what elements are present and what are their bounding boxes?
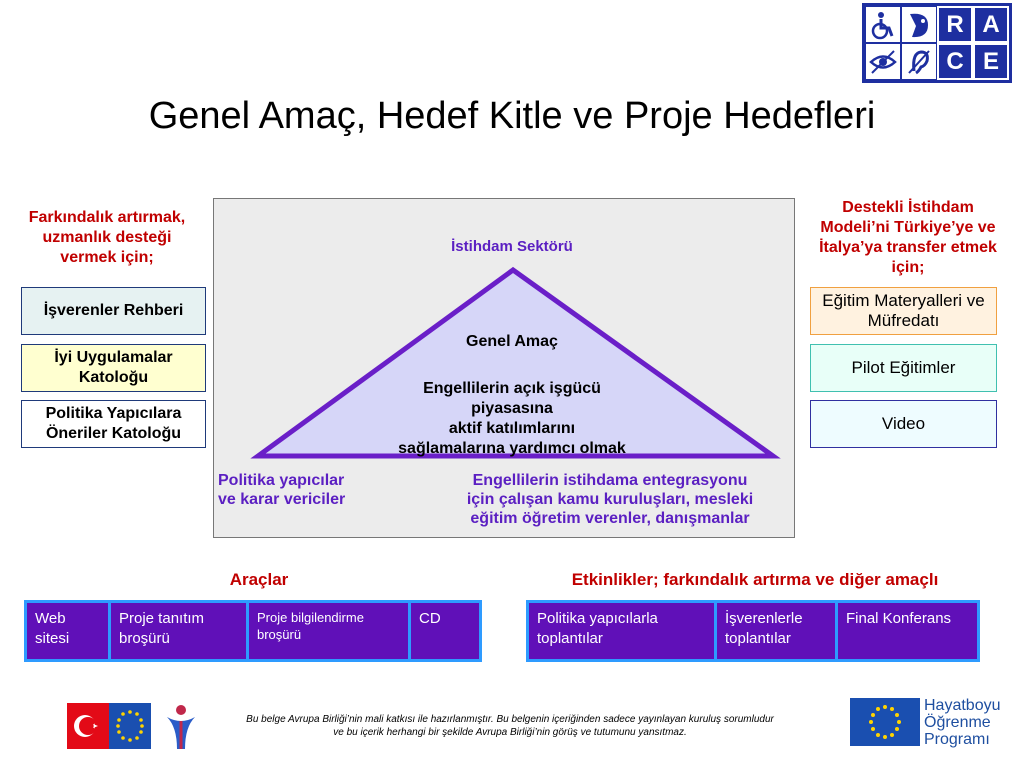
tools-heading: Araçlar xyxy=(229,570,289,589)
lifelong-learning-logo xyxy=(924,697,1001,748)
activities-row xyxy=(526,600,980,662)
turkey-eu-flag-icon xyxy=(67,703,151,749)
logo-letter-r: R xyxy=(937,6,973,43)
eu-flag-icon xyxy=(850,698,920,746)
video-box: Video xyxy=(810,400,997,448)
left-heading-line: uzmanlık desteği xyxy=(42,229,172,246)
institutions-label xyxy=(430,471,790,528)
logo-letter-c: C xyxy=(937,43,973,80)
right-heading-line: için; xyxy=(891,259,925,276)
left-heading-line: vermek için; xyxy=(60,249,154,266)
ear-icon xyxy=(901,43,937,80)
good-practices-box: İyi Uygulamalar Katoloğu xyxy=(21,344,206,392)
right-heading-line: Modeli’ni Türkiye’ye ve xyxy=(820,219,996,236)
institutions-line: eğitim öğretim verenler, danışmanlar xyxy=(470,510,750,527)
tool-info-brochure: Proje bilgilendirme broşürü xyxy=(249,603,411,659)
goal-heading: Genel Amaç xyxy=(466,333,558,350)
logo-letter-a: A xyxy=(973,6,1009,43)
goal-text-line: piyasasına xyxy=(471,400,553,417)
tool-website: Web sitesi xyxy=(27,603,111,659)
policy-makers-label xyxy=(218,471,388,509)
sector-label: İstihdam Sektörü xyxy=(451,238,573,255)
left-heading-line: Farkındalık artırmak, xyxy=(28,209,186,226)
wheelchair-icon xyxy=(865,6,901,43)
left-heading xyxy=(4,208,210,268)
right-heading-line: Destekli İstihdam xyxy=(842,199,974,216)
pilot-trainings-box: Pilot Eğitimler xyxy=(810,344,997,392)
activity-policy-meetings: Politika yapıcılarla toplantılar xyxy=(529,603,717,659)
tool-cd: CD xyxy=(419,610,441,627)
institutions-line: için çalışan kamu kuruluşları, mesleki xyxy=(466,491,754,508)
goal-text-line: aktif katılımlarını xyxy=(448,420,576,437)
right-heading-line: İtalya’ya transfer etmek xyxy=(819,239,997,256)
goal-text xyxy=(350,379,674,459)
right-heading xyxy=(795,198,1021,278)
race-logo xyxy=(862,3,1012,83)
tools-row xyxy=(24,600,482,662)
goal-text-line: Engellilerin açık işgücü xyxy=(423,380,601,397)
policy-makers-line: ve karar vericiler xyxy=(218,491,346,508)
tool-promo-brochure: Proje tanıtım broşürü xyxy=(111,603,249,659)
page-title: Genel Amaç, Hedef Kitle ve Proje Hedefleri xyxy=(148,95,876,137)
institutions-line: Engellilerin istihdama entegrasyonu xyxy=(472,472,748,489)
policy-recommendations-box: Politika Yapıcılara Öneriler Katoloğu xyxy=(21,400,206,448)
activity-employer-meetings: İşverenlerle toplantılar xyxy=(717,603,838,659)
lll-line: Programı xyxy=(924,731,990,748)
employers-guide-box: İşverenler Rehberi xyxy=(21,287,206,335)
lll-line: Hayatboyu xyxy=(924,697,1001,714)
logo-letter-e: E xyxy=(973,43,1009,80)
activities-heading: Etkinlikler; farkındalık artırma ve diğer amaçlı xyxy=(571,570,939,589)
activity-final-conference: Final Konferans xyxy=(846,610,952,627)
policy-makers-line: Politika yapıcılar xyxy=(218,472,345,489)
eye-icon xyxy=(865,43,901,80)
goal-text-line: sağlamalarına yardımcı olmak xyxy=(398,440,626,457)
face-icon xyxy=(901,6,937,43)
eu-disclaimer: Bu belge Avrupa Birliği’nin mali katkısı ile hazırlanmıştır. Bu belgenin içeriğinden sadece yayınlayan kuruluş sorumludur ve bu içerik herhangi bir şekilde Avrupa Birliği’nin görüş ve tutumunu yansıtmaz. xyxy=(246,714,774,738)
figure-logo-icon xyxy=(163,703,199,753)
lll-line: Öğrenme xyxy=(924,714,991,731)
training-materials-box: Eğitim Materyalleri ve Müfredatı xyxy=(810,287,997,335)
